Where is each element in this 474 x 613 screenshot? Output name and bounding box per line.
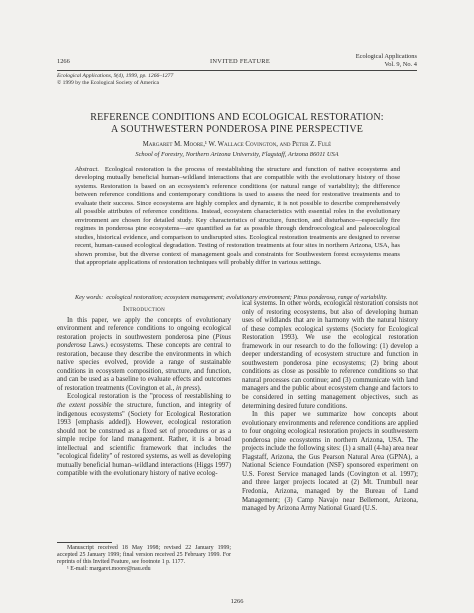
author-email: ¹ E-mail: margaret.moore@nau.edu bbox=[67, 566, 151, 573]
species-name: Pinus ponderosa bbox=[57, 333, 231, 350]
citation-line: Ecological Applications, 9(4), 1999, pp. 1266–1277 bbox=[57, 73, 174, 79]
emphasis-text: to the extent possible bbox=[57, 393, 231, 410]
header-journal-name: Ecological Applications bbox=[355, 53, 417, 60]
right-paragraph-1: ical systems. In other words, ecological restoration consists not only of restoring ecosystems, but also of developing human uses of wildlands that are in harmony with the natural history of these complex ecological systems (Society for Ecological Restoration 1993). We use the ecological restoration framework in our research to do the following: (1) develop a deeper understanding of ecosystem structure and function in southwestern ponderosa pine ecosystems; (2) bring about conditions as close as possible to reference conditions so that natural processes can continue; and (3) communicate with land managers and the public about ecosystem change and factors to be considered in setting management objectives, such as determining desired future conditions. bbox=[242, 300, 418, 410]
header-rule bbox=[57, 70, 417, 71]
intro-paragraph-1 bbox=[57, 317, 231, 394]
page-folio: 1266 bbox=[230, 598, 244, 605]
title-line-1: REFERENCE CONDITIONS AND ECOLOGICAL RESTORATION: bbox=[90, 112, 384, 123]
intro-p1-text-b: Laws.) ecosystems. These concepts are central to restoration, because they describe the environments in which native species evolved, provide a range of sustainable conditions in ecosystem composition, structure, and function, and can be used as a baseline to evaluate effects and outcomes of restoration treatments (Covington et al., bbox=[57, 342, 231, 392]
keywords-text: ecological restoration; ecosystem management; evolutionary environment; Pinus ponderosa, range of variability. bbox=[106, 294, 388, 301]
intro-p2-text-a: Ecological restoration is the ''process of reestablishing bbox=[67, 393, 226, 401]
citation bbox=[57, 73, 297, 86]
in-press-text: in press bbox=[176, 384, 198, 392]
intro-p1-text-c: ). bbox=[197, 384, 202, 392]
header-volume: Vol. 9, No. 4 bbox=[384, 60, 417, 68]
footnote bbox=[57, 545, 231, 573]
intro-p1-text-a: In this paper, we apply the concepts of evolutionary environment and reference conditions to ongoing ecological restoration projects in southwestern ponderosa pine ( bbox=[57, 316, 231, 341]
title-line-2: A SOUTHWESTERN PONDEROSA PINE PERSPECTIVE bbox=[110, 124, 364, 135]
copyright-line: © 1999 by the Ecological Society of America bbox=[57, 79, 159, 86]
right-paragraph-2: In this paper we summarize how concepts about evolutionary environments and reference conditions are applied to four ongoing ecological restoration projects in southwestern ponderosa pine ecosystems in northern Arizona, USA. The projects include the following sites: (1) a small (4-ha) area near Flagstaff, Arizona, the Gus Pearson Natural Area (GPNA), a National Science Foundation (NSF) sponsored experiment on U.S. Forest Service managed lands (Covington et al. 1997); and three larger projects located at (2) Mt. Trumbull near Fredonia, Arizona, managed by the Bureau of Land Management; (3) Camp Navajo near Bellemont, Arizona, managed by Arizona Army National Guard (U.S. bbox=[242, 411, 418, 513]
intro-p2-text-b: the structure, function, and integrity of indigenous ecosystems'' (Society for Ecological Restoration 1993 [emphasis added]). However, ecological restoration should not be construed as a fixed set of procedures or as a simple recipe for land management. Rather, it is a broad intellectual and scientific framework that includes the ''ecological fidelity'' of restored systems, as well as developing mutually beneficial human–wildland interactions (Higgs 1997) compatible with the evolutionary history of native ecolog- bbox=[57, 402, 232, 478]
intro-paragraph-2 bbox=[57, 393, 231, 478]
footnote-rule bbox=[57, 542, 112, 543]
article-title bbox=[57, 112, 417, 136]
abstract-label: Abstract. bbox=[75, 166, 99, 173]
manuscript-dates: Manuscript received 18 May 1998; revised 22 January 1999; accepted 25 January 1999; final version received 25 February 1999. For reprints of this Invited Feature, see footnote 1 p. 1177. bbox=[57, 545, 231, 566]
keywords-label: Key words: bbox=[75, 294, 104, 301]
section-heading-introduction: Introduction bbox=[122, 306, 165, 313]
header-page-number: 1266 bbox=[57, 58, 70, 65]
header-section: INVITED FEATURE bbox=[209, 58, 271, 65]
abstract-text: Ecological restoration is the process of reestablishing the structure and function of native ecosystems and developing mutually beneficial human–wildland interactions that are compatible with the evolutionary history of those systems. Restoration is based on an ecosystem's reference conditions (or natural range of variability); the difference between reference conditions and contemporary conditions is used to assess the need for restorative treatments and to evaluate their success. Since ecosystems are highly complex and dynamic, it is not possible to describe comprehensively all possible attributes of reference conditions. Instead, ecosystem characteristics with essential roles in the evolutionary environment are chosen for detailed study. Key characteristics of structure, function, and disturbance—especially fire regimes in ponderosa pine ecosystems—are quantified as far as possible through dendroecological and paleoecological studies, historical evidence, and comparison to undisrupted sites. Ecological restoration treatments are designed to reverse recent, human-caused ecological degradation. Testing of restoration treatments at four sites in northern Arizona, USA, has shown promise, but the diverse context of management goals and constraints for Southwestern forest ecosystems means that appropriate applications of restoration techniques will probably differ in various settings. bbox=[75, 166, 400, 266]
left-column bbox=[57, 306, 231, 479]
authors: Margaret M. Moore,¹ W. Wallace Covington, and Peter Z. Fulé bbox=[142, 141, 332, 148]
right-column bbox=[242, 300, 418, 514]
affiliation: School of Forestry, Northern Arizona University, Flagstaff, Arizona 86011 USA bbox=[135, 151, 339, 158]
header-journal bbox=[300, 53, 417, 68]
abstract bbox=[75, 166, 400, 267]
